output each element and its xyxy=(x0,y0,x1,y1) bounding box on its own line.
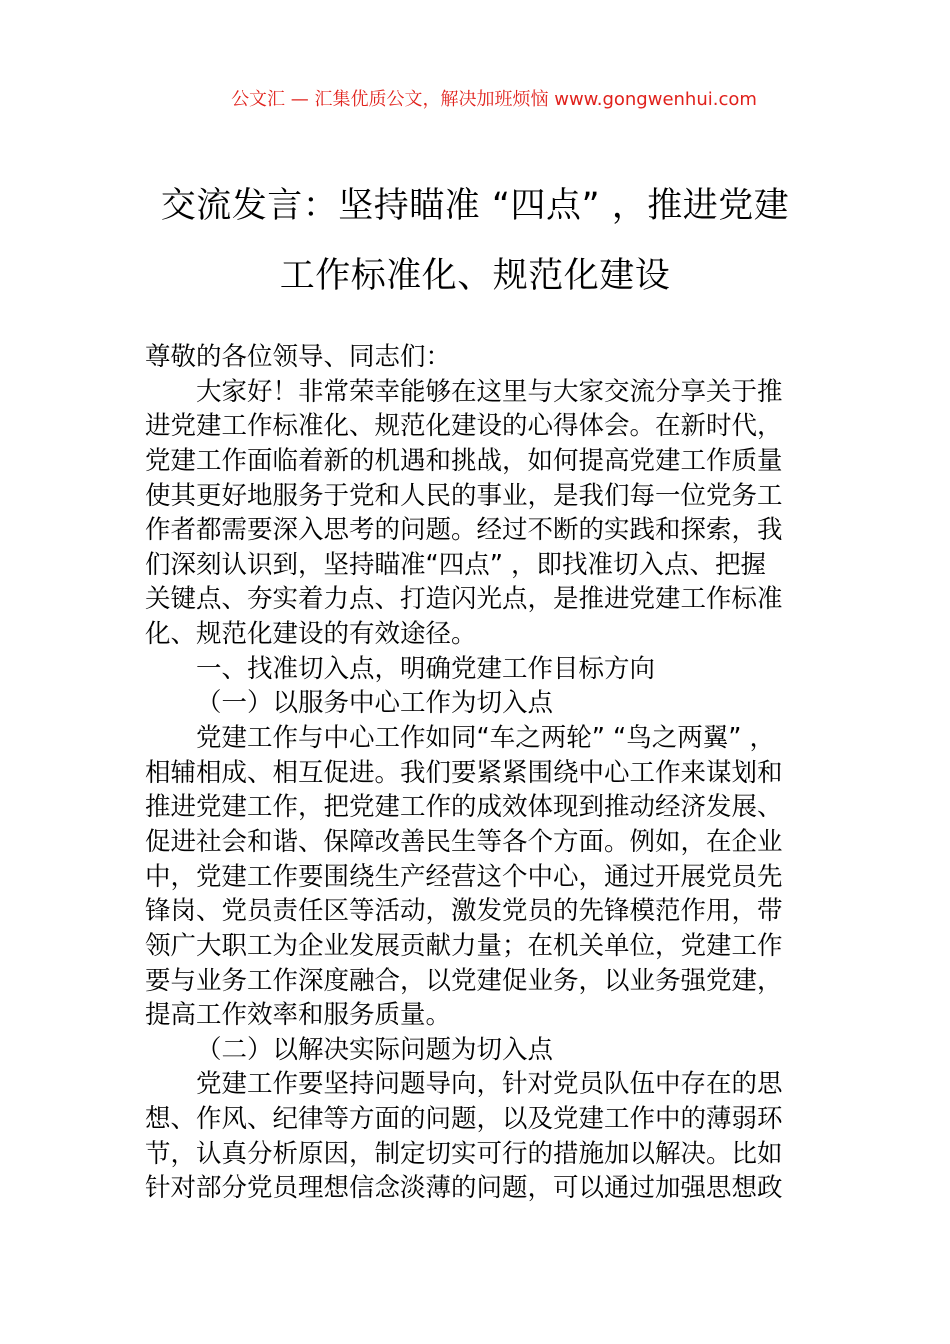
body-text-line: 化、规范化建设的有效途径。 xyxy=(145,619,477,650)
body-text-line: 作者都需要深入思考的问题。经过不断的实践和探索，我 xyxy=(145,515,783,546)
body-text-line: 党建工作面临着新的机遇和挑战，如何提高党建工作质量 xyxy=(145,445,783,476)
body-text-line: 想、作风、纪律等方面的问题，以及党建工作中的薄弱环 xyxy=(145,1104,783,1135)
body-text-line: 相辅相成、相互促进。我们要紧紧围绕中心工作来谋划和 xyxy=(145,757,783,788)
body-text-line: 提高工作效率和服务质量。 xyxy=(145,1000,452,1031)
body-text-line: 党建工作要坚持问题导向，针对党员队伍中存在的思 xyxy=(196,1069,783,1100)
watermark-header: 公文汇 — 汇集优质公文，解决加班烦恼 www.gongwenhui.com xyxy=(231,89,757,110)
body-text-line: 领广大职工为企业发展贡献力量；在机关单位，党建工作 xyxy=(145,930,783,961)
body-text-line: 节，认真分析原因，制定切实可行的措施加以解决。比如 xyxy=(145,1138,783,1169)
body-text-line: 大家好！非常荣幸能够在这里与大家交流分享关于推 xyxy=(196,376,783,407)
body-text-line: 促进社会和谐、保障改善民生等各个方面。例如，在企业 xyxy=(145,826,783,857)
body-text-line: 一、找准切入点，明确党建工作目标方向 xyxy=(196,653,656,684)
body-text-line: 尊敬的各位领导、同志们： xyxy=(145,342,452,372)
document-body xyxy=(145,340,825,1206)
body-text-line: 党建工作与中心工作如同“车之两轮” “鸟之两翼” ， xyxy=(196,723,776,754)
body-text-line: 要与业务工作深度融合，以党建促业务，以业务强党建， xyxy=(145,965,783,996)
body-text-line: （二）以解决实际问题为切入点 xyxy=(196,1034,554,1065)
document-title-line-2: 工作标准化、规范化建设 xyxy=(279,256,671,296)
body-text-line: 们深刻认识到，坚持瞄准“四点” ，即找准切入点、把握 xyxy=(145,549,767,580)
document-title-line-1: 交流发言：坚持瞄准 “四点” ，推进党建 xyxy=(160,186,790,226)
body-text-line: 关键点、夯实着力点、打造闪光点，是推进党建工作标准 xyxy=(145,584,783,615)
body-text-line: 使其更好地服务于党和人民的事业，是我们每一位党务工 xyxy=(145,480,783,511)
body-text-line: 针对部分党员理想信念淡薄的问题，可以通过加强思想政 xyxy=(145,1173,783,1204)
body-text-line: 推进党建工作，把党建工作的成效体现到推动经济发展、 xyxy=(145,792,783,823)
body-text-line: 进党建工作标准化、规范化建设的心得体会。在新时代， xyxy=(145,411,783,442)
body-text-line: 锋岗、党员责任区等活动，激发党员的先锋模范作用，带 xyxy=(145,896,783,927)
body-text-line: （一）以服务中心工作为切入点 xyxy=(196,688,554,719)
body-text-line: 中，党建工作要围绕生产经营这个中心，通过开展党员先 xyxy=(145,861,783,892)
